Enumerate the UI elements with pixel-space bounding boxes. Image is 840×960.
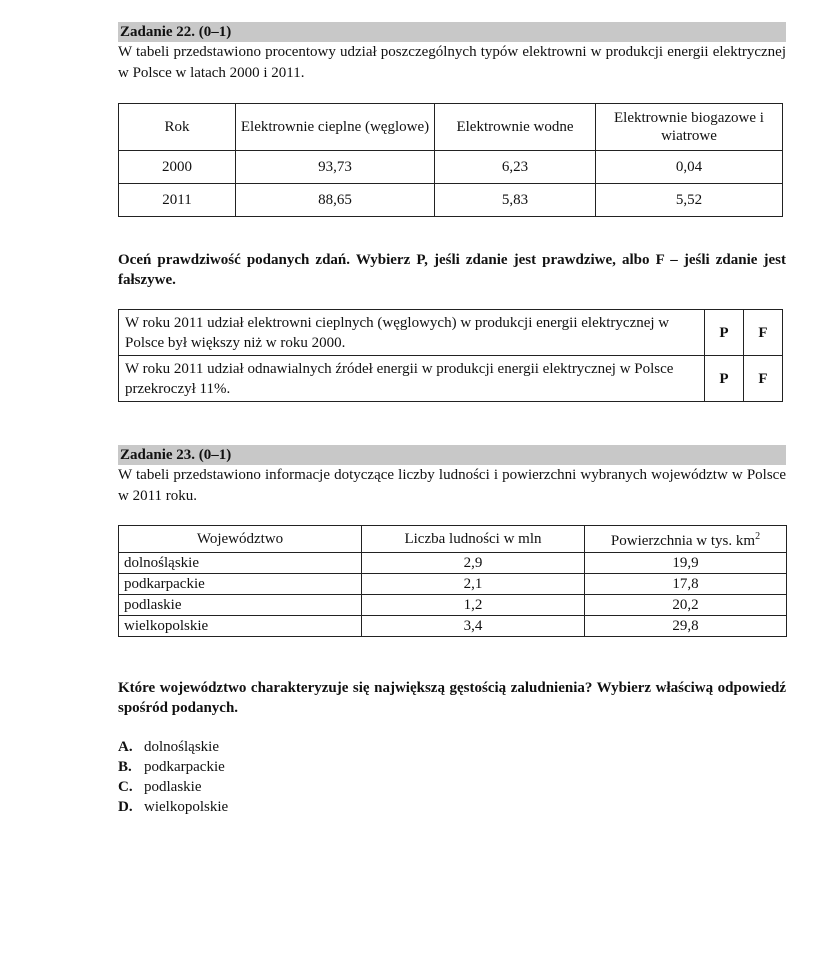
table-header-row (119, 526, 787, 553)
cell-voivodeship: podkarpackie (119, 574, 362, 595)
table-row (119, 595, 787, 616)
population-area-table (118, 525, 787, 637)
cell-area: 29,8 (585, 616, 787, 637)
answer-text: podlaskie (144, 779, 202, 795)
cell-year: 2011 (119, 184, 236, 217)
answer-list (118, 737, 228, 817)
cell-thermal: 88,65 (236, 184, 435, 217)
statement-text: W roku 2011 udział odnawialnych źródeł energii w produkcji energii elektrycznej w Polsce przekroczył 11%. (119, 356, 705, 402)
task-22-header: Zadanie 22. (0–1) (118, 22, 786, 42)
header-population: Liczba ludności w mln (362, 526, 585, 553)
cell-voivodeship: dolnośląskie (119, 553, 362, 574)
true-false-table (118, 309, 783, 402)
cell-population: 2,9 (362, 553, 585, 574)
answer-letter: D. (118, 799, 133, 815)
answer-text: dolnośląskie (144, 739, 219, 755)
answer-option-c[interactable] (118, 777, 228, 797)
cell-year: 2000 (119, 151, 236, 184)
task-23-header: Zadanie 23. (0–1) (118, 445, 786, 465)
answer-option-d[interactable] (118, 797, 228, 817)
header-thermal: Elektrownie cieplne (węglowe) (236, 104, 435, 151)
cell-area: 20,2 (585, 595, 787, 616)
table-row (119, 151, 783, 184)
option-f[interactable]: F (744, 356, 783, 402)
option-f[interactable]: F (744, 310, 783, 356)
cell-biogas-wind: 5,52 (596, 184, 783, 217)
answer-letter: A. (118, 739, 133, 755)
table-row (119, 574, 787, 595)
answer-option-a[interactable] (118, 737, 228, 757)
header-area-text: Powierzchnia w tys. km (610, 533, 756, 549)
cell-area: 17,8 (585, 574, 787, 595)
answer-text: podkarpackie (144, 759, 225, 775)
header-hydro: Elektrownie wodne (435, 104, 596, 151)
task-22-intro: W tabeli przedstawiono procentowy udział poszczególnych typów elektrowni w produkcji energii elektrycznej w Polsce w latach 2000 i 2011. (118, 44, 786, 81)
table-row (119, 184, 783, 217)
cell-population: 3,4 (362, 616, 585, 637)
answer-option-b[interactable] (118, 757, 228, 777)
statement-text: W roku 2011 udział elektrowni cieplnych (węglowych) w produkcji energii elektrycznej w Polsce był większy niż w roku 2000. (119, 310, 705, 356)
cell-population: 2,1 (362, 574, 585, 595)
header-area-superscript: 2 (755, 531, 761, 542)
header-voivodeship: Województwo (119, 526, 362, 553)
statement-row (119, 310, 783, 356)
answer-letter: C. (118, 779, 133, 795)
table-row (119, 553, 787, 574)
task-22-question: Oceń prawdziwość podanych zdań. Wybierz P, jeśli zdanie jest prawdziwe, albo F – jeśli zdanie jest fałszywe. (118, 252, 786, 288)
table-header-row (119, 104, 783, 151)
answer-text: wielkopolskie (144, 799, 229, 815)
option-p[interactable]: P (705, 356, 744, 402)
cell-hydro: 5,83 (435, 184, 596, 217)
statement-row (119, 356, 783, 402)
cell-hydro: 6,23 (435, 151, 596, 184)
task-23-intro: W tabeli przedstawiono informacje dotyczące liczby ludności i powierzchni wybranych województw w Polsce w 2011 roku. (118, 467, 786, 504)
cell-voivodeship: wielkopolskie (119, 616, 362, 637)
header-biogas-wind: Elektrownie biogazowe i wiatrowe (596, 104, 783, 151)
answer-letter: B. (118, 759, 132, 775)
option-p[interactable]: P (705, 310, 744, 356)
cell-thermal: 93,73 (236, 151, 435, 184)
cell-area: 19,9 (585, 553, 787, 574)
task-23-question: Które województwo charakteryzuje się największą gęstością zaludnienia? Wybierz właściwą odpowiedź spośród podanych. (118, 680, 786, 716)
cell-population: 1,2 (362, 595, 585, 616)
header-area (585, 526, 787, 553)
energy-share-table (118, 103, 783, 217)
table-row (119, 616, 787, 637)
header-year: Rok (119, 104, 236, 151)
cell-biogas-wind: 0,04 (596, 151, 783, 184)
cell-voivodeship: podlaskie (119, 595, 362, 616)
